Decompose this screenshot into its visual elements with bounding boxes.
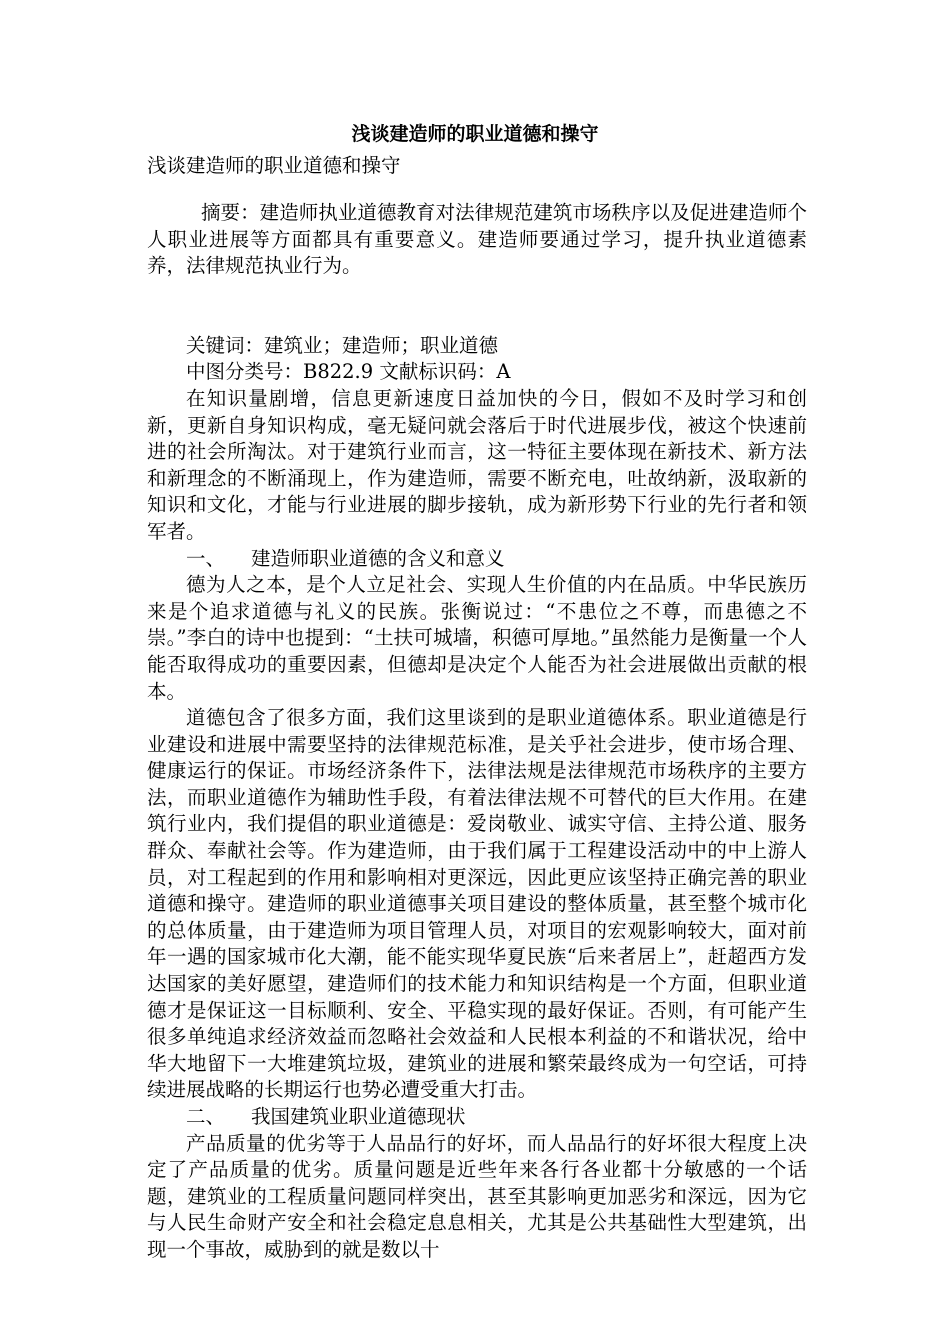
section-number: 一、	[186, 546, 226, 570]
body-paragraph: 产品质量的优劣等于人品品行的好坏，而人品品行的好坏很大程度上决定了产品质量的优劣。质量问题是近些年来各行各业都十分敏感的一个话题，建筑业的工程质量问题同样突出，甚至其影响更加恶劣和深远，因为它与人民生命财产安全和社会稳定息息相关，尤其是公共基础性大型建筑，出现一个事故，威胁到的就是数以十	[147, 1131, 807, 1261]
section-heading-1	[147, 546, 807, 573]
document-body	[147, 200, 807, 1264]
section-number: 二、	[186, 1105, 226, 1128]
section-heading-2	[147, 1104, 807, 1131]
intro-paragraph: 在知识量剧增，信息更新速度日益加快的今日，假如不及时学习和创新，更新自身知识构成，毫无疑问就会落后于时代进展步伐，被这个快速前进的社会所淘汰。对于建筑行业而言，这一特征主要体现在新技术、新方法和新理念的不断涌现上，作为建造师，需要不断充电，吐故纳新，汲取新的知识和文化，才能与行业进展的脚步接轨，成为新形势下行业的先行者和领军者。	[147, 386, 807, 543]
abstract-paragraph: 摘要：建造师执业道德教育对法律规范建筑市场秩序以及促进建造师个人职业进展等方面都具有重要意义。建造师要通过学习，提升执业道德素养，法律规范执业行为。	[147, 201, 807, 278]
classification-line: 中图分类号：B822.9 文献标识码：A	[186, 360, 511, 384]
document-subtitle: 浅谈建造师的职业道德和操守	[147, 154, 401, 177]
body-paragraph: 德为人之本，是个人立足社会、实现人生价值的内在品质。中华民族历来是个追求道德与礼义的民族。张衡说过：“不患位之不尊，而患德之不崇。”李白的诗中也提到：“土扶可城墙，积德可厚地。”虽然能力是衡量一个人能否取得成功的重要因素，但德却是决定个人能否为社会进展做出贡献的根本。	[147, 573, 807, 703]
document-title: 浅谈建造师的职业道德和操守	[351, 123, 599, 145]
spacer	[147, 280, 807, 333]
body-paragraph: 道德包含了很多方面，我们这里谈到的是职业道德体系。职业道德是行业建设和进展中需要坚持的法律规范标准，是关乎社会进步，使市场合理、健康运行的保证。市场经济条件下，法律法规是法律规范市场秩序的主要方法，而职业道德作为辅助性手段，有着法律法规不可替代的巨大作用。在建筑行业内，我们提倡的职业道德是：爱岗敬业、诚实守信、主持公道、服务群众、奉献社会等。作为建造师，由于我们属于工程建设活动中的中上游人员，对工程起到的作用和影响相对更深远，因此更应该坚持正确完善的职业道德和操守。建造师的职业道德事关项目建设的整体质量，甚至整个城市化的总体质量，由于建造师为项目管理人员，对项目的宏观影响较大，面对前年一遇的国家城市化大潮，能不能实现华夏民族“后来者居上”，赶超西方发达国家的美好愿望，建造师们的技术能力和知识结构是一个方面，但职业道德才是保证这一目标顺利、安全、平稳实现的最好保证。否则，有可能产生很多单纯追求经济效益而忽略社会效益和人民根本利益的不和谐状况，给中华大地留下一大堆建筑垃圾，建筑业的进展和繁荣最终成为一句空话，可持续进展战略的长期运行也势必遭受重大打击。	[147, 706, 807, 1102]
keywords-line: 关键词：建筑业；建造师；职业道德	[186, 333, 499, 357]
section-title: 我国建筑业职业道德现状	[251, 1105, 466, 1128]
section-title: 建造师职业道德的含义和意义	[251, 546, 505, 570]
